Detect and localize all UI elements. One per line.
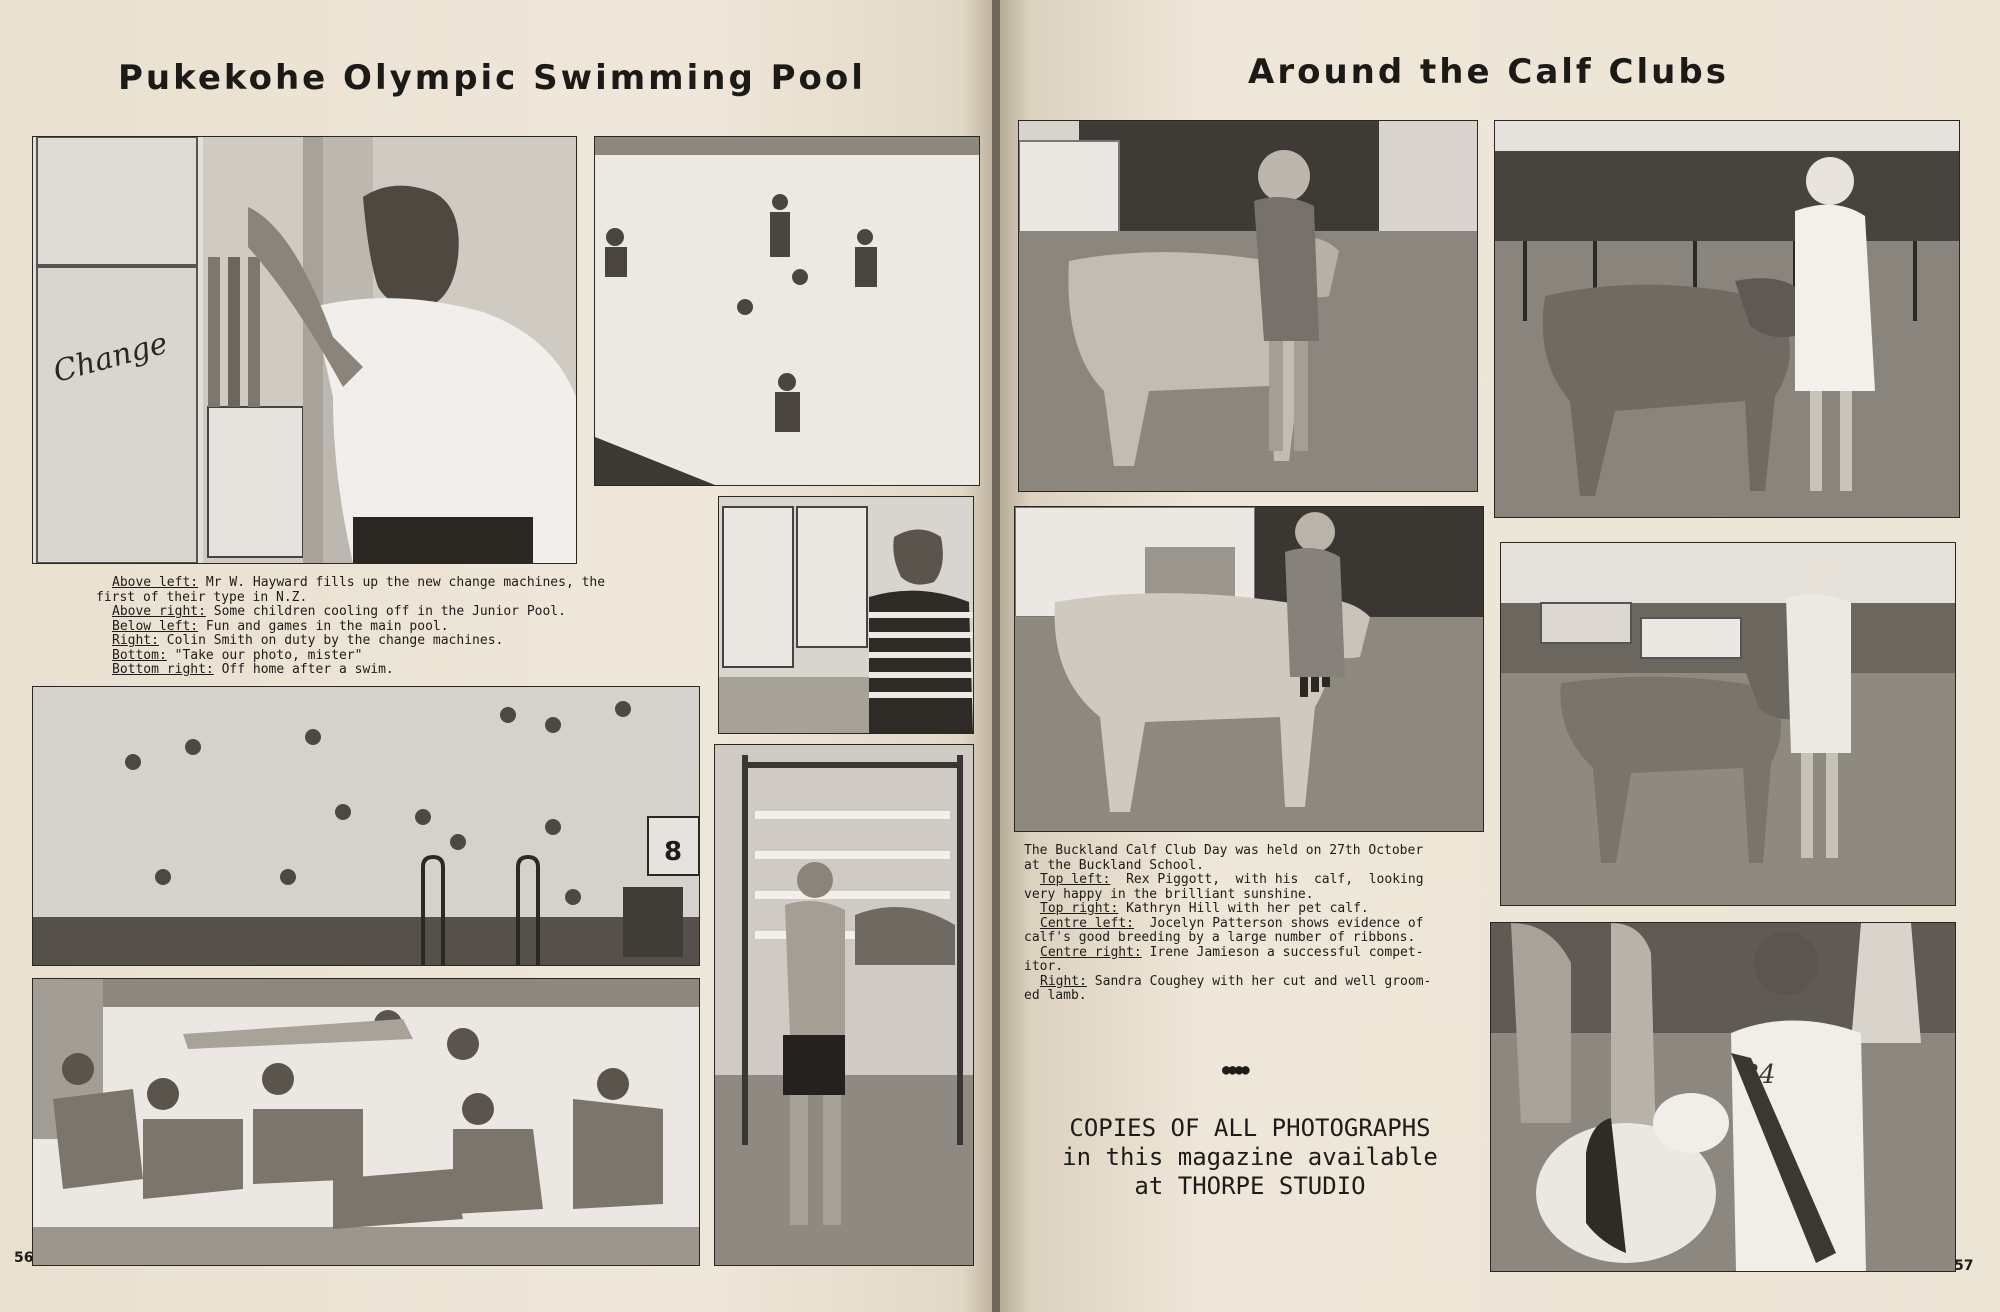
right-caption-block xyxy=(1024,844,1494,1004)
page-number-left: 56 xyxy=(14,1250,34,1266)
photo-take-our-photo xyxy=(32,978,700,1266)
caption-line: Above right: Some children cooling off in the Junior Pool. xyxy=(112,604,566,619)
photo-colin-smith xyxy=(718,496,974,734)
copies-notice xyxy=(1020,1114,1480,1201)
caption-line: Top right: Kathryn Hill with her pet calf. xyxy=(1040,901,1369,916)
caption-line: very happy in the brilliant sunshine. xyxy=(1024,886,1314,902)
caption-line: Below left: Fun and games in the main pool. xyxy=(112,618,449,634)
caption-line: Bottom right: Off home after a swim. xyxy=(112,662,394,677)
lane-number-text: 8 xyxy=(663,837,683,867)
copies-line: at THORPE STUDIO xyxy=(1134,1172,1366,1200)
photo-main-pool xyxy=(32,686,700,966)
ornament-divider: ●●●● xyxy=(1222,1062,1248,1078)
caption-line: calf's good breeding by a large number of ribbons. xyxy=(1024,930,1416,945)
photo-junior-pool xyxy=(594,136,980,486)
photo-hayward-change-machines xyxy=(32,136,577,564)
change-script-text: Change xyxy=(49,325,172,390)
caption-line: Right: Sandra Coughey with her cut and well groom- xyxy=(1040,973,1432,989)
caption-line: Above left: Mr W. Hayward fills up the new change machines, the xyxy=(112,575,606,590)
caption-line: Bottom: "Take our photo, mister" xyxy=(112,647,363,663)
caption-line: first of their type in N.Z. xyxy=(96,589,308,605)
calf-club-headline: Around the Calf Clubs xyxy=(1248,52,1729,92)
intro-line: at the Buckland School. xyxy=(1024,857,1205,873)
caption-line: ed lamb. xyxy=(1024,988,1087,1003)
right-page xyxy=(1000,0,2000,1312)
spread-gutter xyxy=(992,0,1000,1312)
photo-irene-jamieson-calf xyxy=(1500,542,1956,906)
caption-line: Centre left: Jocelyn Patterson shows evidence of xyxy=(1040,915,1424,931)
left-page xyxy=(0,0,992,1312)
caption-line: Top left: Rex Piggott, with his calf, looking xyxy=(1040,872,1424,887)
entry-number-text: 34 xyxy=(1742,1060,1776,1090)
photo-off-home xyxy=(714,744,974,1266)
intro-line: The Buckland Calf Club Day was held on 27th October xyxy=(1024,843,1424,858)
pool-headline: Pukekohe Olympic Swimming Pool xyxy=(118,58,866,98)
caption-line: Centre right: Irene Jamieson a successful compet- xyxy=(1040,944,1424,960)
caption-line: itor. xyxy=(1024,959,1064,974)
photo-jocelyn-patterson-calf xyxy=(1014,506,1484,832)
left-caption-block xyxy=(96,576,656,678)
photo-rex-piggott-calf xyxy=(1018,120,1478,492)
page-number-right: 57 xyxy=(1954,1258,1974,1274)
caption-line: Right: Colin Smith on duty by the change machines. xyxy=(112,633,504,648)
photo-kathryn-hill-calf xyxy=(1494,120,1960,518)
copies-line: COPIES OF ALL PHOTOGRAPHS xyxy=(1069,1114,1431,1142)
photo-sandra-coughey-lamb xyxy=(1490,922,1956,1272)
copies-line: in this magazine available xyxy=(1062,1143,1438,1171)
